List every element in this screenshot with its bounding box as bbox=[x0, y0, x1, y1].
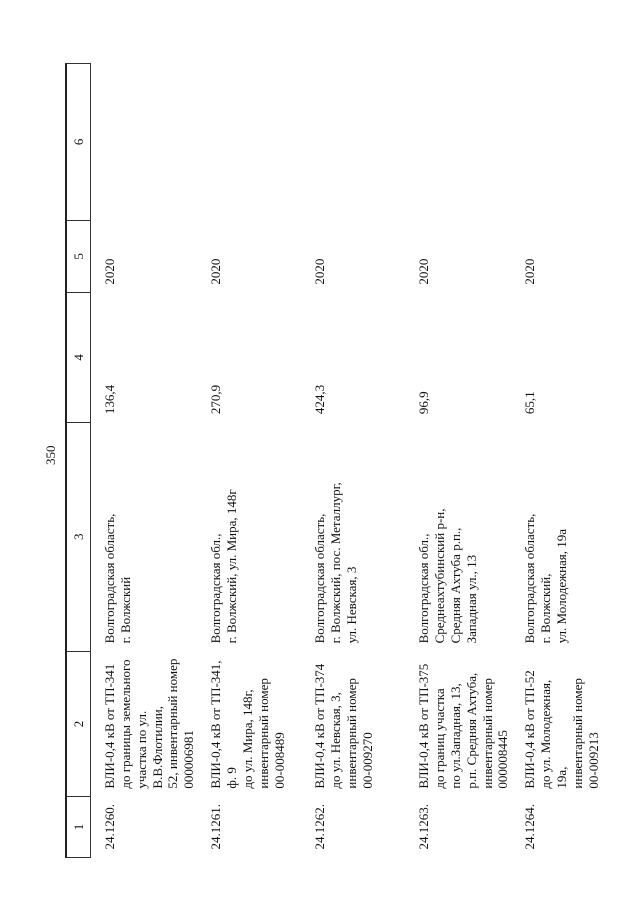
object-year: 2020 bbox=[102, 258, 117, 285]
object-extra bbox=[405, 64, 511, 221]
column-header-2: 2 bbox=[66, 651, 91, 796]
table-row bbox=[301, 64, 405, 858]
row-number: 24.1261. bbox=[208, 804, 224, 850]
object-length: 65,1 bbox=[522, 391, 538, 415]
row-number: 24.1262. bbox=[312, 804, 328, 850]
object-address: Волгоградская область, г. Волжский, ул. Молодежная, 19а bbox=[522, 513, 570, 644]
page-number: 350 bbox=[43, 445, 58, 465]
column-header-1: 1 bbox=[66, 797, 91, 858]
object-extra bbox=[301, 64, 405, 221]
table-row bbox=[405, 64, 511, 858]
table-row bbox=[511, 64, 615, 858]
column-header-5: 5 bbox=[66, 220, 91, 292]
object-length: 96,9 bbox=[416, 391, 432, 415]
object-address: Волгоградская область, г. Волжский, пос. Металлург, ул. Невская, 3 bbox=[312, 482, 359, 644]
object-address: Волгоградская обл., Среднеахтубинский р-н, Средняя Ахтуба р.п., Западная ул., 13 bbox=[416, 508, 479, 644]
row-number: 24.1264. bbox=[522, 804, 538, 850]
object-length: 136,4 bbox=[102, 384, 117, 415]
object-name: ВЛИ-0,4 кВ от ТП-341, ф. 9 до ул. Мира, 148г, инвентарный номер 00-008489 bbox=[208, 660, 287, 789]
table-header-row bbox=[66, 64, 91, 858]
object-year: 2020 bbox=[208, 258, 224, 285]
object-year: 2020 bbox=[522, 258, 538, 285]
object-name: ВЛИ-0,4 кВ от ТП-52 до ул. Молодежная, 19а, инвентарный номер 00-009213 bbox=[522, 670, 601, 789]
object-year: 2020 bbox=[416, 258, 432, 285]
object-year: 2020 bbox=[312, 258, 328, 285]
table-row bbox=[197, 64, 301, 858]
column-header-4: 4 bbox=[66, 293, 91, 423]
object-extra bbox=[91, 64, 198, 221]
object-length: 424,3 bbox=[312, 384, 328, 415]
row-number: 24.1260. bbox=[102, 804, 117, 850]
column-header-6: 6 bbox=[66, 64, 91, 221]
object-address: Волгоградская обл., г. Волжский, ул. Мира, 148г bbox=[208, 489, 240, 644]
column-header-3: 3 bbox=[66, 422, 91, 651]
table-row bbox=[91, 64, 198, 858]
row-number: 24.1263. bbox=[416, 804, 432, 850]
object-extra bbox=[511, 64, 615, 221]
object-name: ВЛИ-0,4 кВ от ТП-374 до ул. Невская, 3, инвентарный номер 00-009270 bbox=[312, 663, 375, 789]
object-address: Волгоградская область, г. Волжский bbox=[102, 513, 133, 644]
object-length: 270,9 bbox=[208, 384, 224, 415]
object-name: ВЛИ-0,4 кВ от ТП-341 до границы земельного участка по ул. В.В.Флотилии, 52, инвентарный номер 000006981 bbox=[102, 658, 197, 789]
property-registry-table bbox=[65, 63, 615, 858]
object-extra bbox=[197, 64, 301, 221]
object-name: ВЛИ-0,4 кВ от ТП-375 до границ участка по ул.Западная, 13, р.п. Средняя Ахтуба, инвентарный номер 000008445 bbox=[416, 663, 511, 789]
